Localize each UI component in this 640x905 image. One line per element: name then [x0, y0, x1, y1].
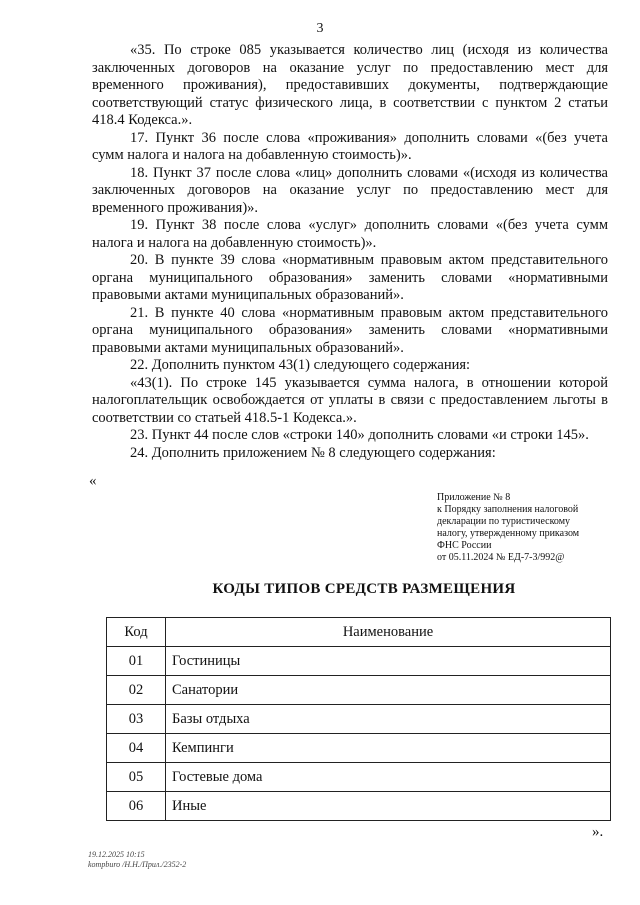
appendix-line: к Порядку заполнения налоговой: [437, 504, 579, 515]
table-row: [107, 734, 611, 763]
document-body: [92, 42, 608, 462]
row-name: Гостевые дома: [166, 763, 611, 792]
paragraph-35: «35. По строке 085 указывается количество лиц (исходя из количества заключенных договоров на оказание услуг по предоставлению мест для временного проживания), предоставивших документы, подтверждающие соответствующий статус физического лица, в соответствии с пунктом 2 статьи 418.4 Кодекса.».: [92, 42, 608, 128]
close-quote: ».: [592, 824, 604, 840]
appendix-line: декларации по туристическому: [437, 516, 571, 527]
row-code: 03: [107, 705, 166, 734]
table-row: [107, 647, 611, 676]
row-code: 01: [107, 647, 166, 676]
paragraph-23: 23. Пункт 44 после слов «строки 140» дополнить словами «и строки 145».: [130, 427, 589, 443]
row-name: Гостиницы: [166, 647, 611, 676]
row-name: Кемпинги: [166, 734, 611, 763]
row-code: 05: [107, 763, 166, 792]
row-code: 04: [107, 734, 166, 763]
appendix-note: [437, 492, 617, 564]
appendix-line: ФНС России: [437, 540, 492, 551]
row-name: Базы отдыха: [166, 705, 611, 734]
page-number: 3: [316, 21, 324, 36]
row-code: 06: [107, 792, 166, 821]
appendix-line: от 05.11.2024 № ЕД-7-3/992@: [437, 552, 565, 563]
footer-stamp: [88, 850, 186, 870]
header-code: Код: [107, 618, 166, 647]
footer-timestamp: 19.12.2025 10:15: [88, 850, 145, 859]
open-quote: «: [89, 473, 97, 489]
paragraph-21: 21. В пункте 40 слова «нормативным правовым актом представительного органа муниципального образования» заменить словами «нормативными правовыми актами муниципальных образований».: [92, 304, 608, 356]
table-row: [107, 705, 611, 734]
table-row: [107, 792, 611, 821]
paragraph-20: 20. В пункте 39 слова «нормативным правовым актом представительного органа муниципального образования» заменить словами «нормативными правовыми актами муниципальных образований».: [92, 252, 608, 303]
paragraph-24: 24. Дополнить приложением № 8 следующего содержания:: [130, 444, 496, 461]
appendix-line: налогу, утвержденному приказом: [437, 528, 580, 539]
table-row: [107, 676, 611, 705]
footer-file-ref: kompburo /Н.Н./Прил./2352-2: [88, 860, 187, 869]
header-name: Наименование: [166, 618, 611, 647]
table-header-row: [107, 618, 611, 647]
paragraph-43-1: «43(1). По строке 145 указывается сумма налога, в отношении которой налогоплательщик освобождается от уплаты в связи с предоставлением льготы в соответствии со статьей 418.5-1 Кодекса.».: [92, 374, 608, 426]
accommodation-codes-table: [106, 617, 611, 821]
row-code: 02: [107, 676, 166, 705]
paragraph-19: 19. Пункт 38 после слова «услуг» дополнить словами «(без учета сумм налога и налога на добавленную стоимость)».: [92, 217, 608, 251]
paragraph-17: 17. Пункт 36 после слова «проживания» дополнить словами «(без учета сумм налога и налога на добавленную стоимость)».: [92, 129, 608, 163]
section-title: КОДЫ ТИПОВ СРЕДСТВ РАЗМЕЩЕНИЯ: [212, 581, 516, 597]
paragraph-22: 22. Дополнить пунктом 43(1) следующего содержания:: [130, 357, 471, 373]
table-row: [107, 763, 611, 792]
appendix-line: Приложение № 8: [437, 492, 511, 503]
row-name: Иные: [166, 792, 611, 821]
paragraph-18: 18. Пункт 37 после слова «лиц» дополнить словами «(исходя из количества заключенных договоров на оказание услуг по предоставлению мест для временного проживания)».: [92, 164, 608, 216]
row-name: Санатории: [166, 676, 611, 705]
